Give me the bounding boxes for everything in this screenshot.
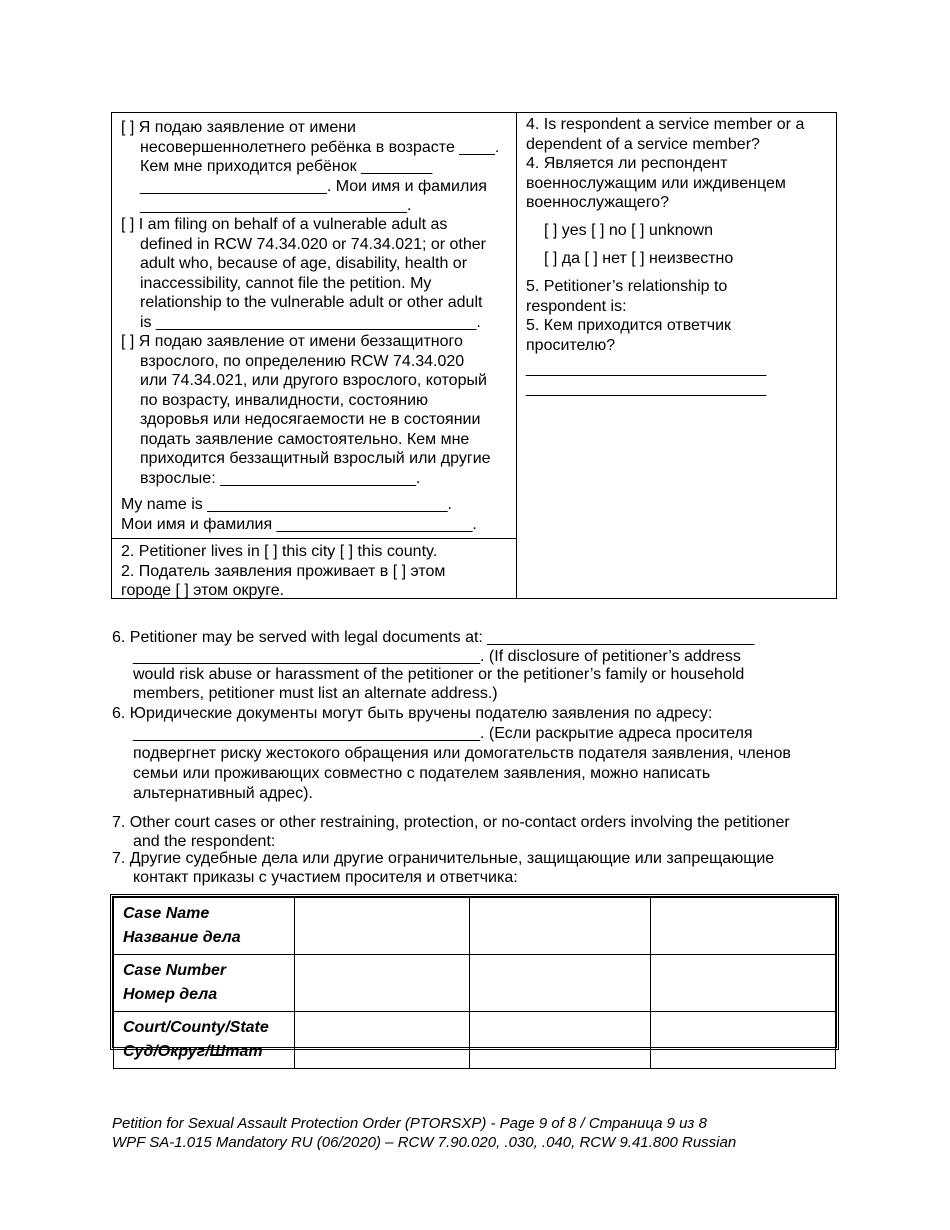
- case-number-cell[interactable]: [470, 955, 651, 1012]
- minor-option-line: Кем мне приходится ребёнок ________: [140, 158, 433, 175]
- vulnerable-adult-ru-line: [ ] Я подаю заявление от имени беззащитного: [121, 333, 463, 350]
- vulnerable-adult-en-line: adult who, because of age, disability, health or: [140, 255, 468, 272]
- section-7-en-line: 7. Other court cases or other restraining, protection, or no-contact orders involving the petitioner: [112, 814, 790, 831]
- vulnerable-adult-ru-line: взрослого, по определению RCW 74.34.020: [140, 352, 465, 370]
- court-cell[interactable]: [651, 1012, 836, 1069]
- vulnerable-adult-en-line: inaccessibility, cannot file the petition. My: [140, 274, 432, 292]
- my-name-block: [121, 495, 477, 534]
- residence-block: [121, 542, 445, 601]
- vulnerable-adult-option-en: [121, 215, 486, 332]
- section-6-ru-line: 6. Юридические документы могут быть вручены подателю заявления по адресу:: [112, 705, 713, 722]
- table-row: [114, 898, 836, 955]
- other-cases-table: [110, 894, 839, 1060]
- vulnerable-adult-en-line: relationship to the vulnerable adult or other adult: [140, 294, 483, 311]
- case-number-cell[interactable]: [651, 955, 836, 1012]
- question-4-options-ru: [544, 249, 733, 269]
- court-label: [114, 1012, 295, 1069]
- my-name-ru: Мои имя и фамилия ______________________.: [121, 515, 477, 533]
- minor-option-line: несовершеннолетнего ребёнка в возрасте ____.: [140, 138, 500, 156]
- table-row: [114, 955, 836, 1012]
- minor-option: [121, 118, 499, 216]
- vulnerable-adult-ru-line: приходится беззащитный взрослый или другие: [140, 450, 491, 467]
- question-4-line: военнослужащего?: [526, 194, 669, 211]
- minor-option-line: ______________________________.: [140, 197, 412, 214]
- section-6-en-line: 6. Petitioner may be served with legal documents at: ______________________________: [112, 629, 755, 646]
- relationship-blank-line: ___________________________: [526, 379, 767, 397]
- question-4-line: 4. Является ли респондент: [526, 155, 728, 172]
- section-6-ru-line: семьи или проживающих совместно с подателем заявления, можно написать: [133, 765, 711, 782]
- section-6-ru-line: _______________________________________. (Если раскрытие адреса просителя: [133, 725, 753, 742]
- question-5-blank-lines: [526, 359, 766, 398]
- question-4-line: 4. Is respondent a service member or a: [526, 116, 805, 133]
- question-4: [526, 115, 804, 213]
- section-7-ru-line: 7. Другие судебные дела или другие ограничительные, защищающие или запрещающие: [112, 850, 775, 867]
- question-5-line: respondent is:: [526, 297, 627, 315]
- relationship-blank-line: ___________________________: [526, 360, 767, 377]
- question-4-line: dependent of a service member?: [526, 135, 760, 153]
- case-name-label: [114, 898, 295, 955]
- residence-line: 2. Petitioner lives in [ ] this city [ ] this county.: [121, 543, 438, 560]
- case-number-label-ru: Номер дела: [123, 986, 218, 1003]
- case-name-label-en: Case Name: [123, 905, 210, 922]
- section-6-en-line: members, petitioner must list an alternate address.): [133, 684, 498, 702]
- vulnerable-adult-ru-line: по возрасту, инвалидности, состоянию: [140, 391, 429, 409]
- vulnerable-adult-ru-line: подать заявление самостоятельно. Кем мне: [140, 430, 470, 448]
- court-cell[interactable]: [470, 1012, 651, 1069]
- residence-line: 2. Податель заявления проживает в [ ] этом: [121, 562, 446, 580]
- section-6-ru-line: альтернативный адрес).: [133, 785, 313, 802]
- case-name-cell[interactable]: [295, 898, 470, 955]
- minor-option-line: _____________________. Мои имя и фамилия: [140, 177, 487, 195]
- section-6-ru-line: подвергнет риску жестокого обращения или домогательств подателя заявления, членов: [133, 745, 791, 762]
- question-5-line: просителю?: [526, 336, 616, 354]
- section-6-en-line: _______________________________________. (If disclosure of petitioner’s address: [133, 647, 741, 665]
- section-7-ru-line: контакт приказы с участием просителя и ответчика:: [133, 868, 518, 886]
- footer-form-code: WPF SA-1.015 Mandatory RU (06/2020) – RCW 7.90.020, .030, .040, RCW 9.41.800 Russian: [112, 1133, 737, 1151]
- section-6-ru: [112, 704, 791, 804]
- section-6-en-line: would risk abuse or harassment of the petitioner or the petitioner’s family or household: [133, 666, 745, 683]
- case-name-label-ru: Название дела: [123, 929, 241, 946]
- case-name-cell[interactable]: [470, 898, 651, 955]
- court-cell[interactable]: [295, 1012, 470, 1069]
- vulnerable-adult-ru-line: взрослые: ______________________.: [140, 469, 421, 487]
- row-divider: [112, 538, 517, 539]
- my-name-en: My name is ___________________________.: [121, 496, 452, 513]
- vulnerable-adult-option-ru: [121, 332, 491, 488]
- service-member-options-en: [ ] yes [ ] no [ ] unknown: [544, 222, 713, 239]
- vulnerable-adult-en-line: [ ] I am filing on behalf of a vulnerable adult as: [121, 216, 448, 233]
- page-footer: [112, 1115, 736, 1152]
- vulnerable-adult-ru-line: или 74.34.021, или другого взрослого, который: [140, 372, 487, 389]
- vulnerable-adult-en-line: is ____________________________________.: [140, 313, 481, 331]
- section-7-ru: [112, 850, 774, 887]
- minor-option-line: [ ] Я подаю заявление от имени: [121, 119, 356, 136]
- vulnerable-adult-en-line: defined in RCW 74.34.020 or 74.34.021; or other: [140, 235, 486, 253]
- section-7-en-line: and the respondent:: [133, 832, 276, 850]
- question-4-line: военнослужащим или иждивенцем: [526, 174, 786, 192]
- case-number-label: [114, 955, 295, 1012]
- case-number-cell[interactable]: [295, 955, 470, 1012]
- section-7-en: [112, 814, 790, 851]
- question-5-line: 5. Кем приходится ответчик: [526, 317, 732, 334]
- case-number-label-en: Case Number: [123, 962, 227, 979]
- section-6-en: [112, 629, 754, 703]
- service-member-options-ru: [ ] да [ ] нет [ ] неизвестно: [544, 250, 734, 267]
- question-5-line: 5. Petitioner’s relationship to: [526, 278, 728, 295]
- petition-info-box: [111, 112, 837, 599]
- table-row: [114, 1012, 836, 1069]
- footer-form-title: Petition for Sexual Assault Protection Order (PTORSXP) - Page 9 of 8 / Страница 9 из 8: [112, 1115, 707, 1132]
- residence-line: городе [ ] этом округе.: [121, 582, 285, 599]
- column-divider: [516, 113, 517, 598]
- question-4-options-en: [544, 221, 713, 241]
- court-label-en: Court/County/State: [123, 1019, 269, 1036]
- vulnerable-adult-ru-line: здоровья или недосягаемости не в состоянии: [140, 411, 481, 428]
- question-5: [526, 277, 731, 355]
- court-label-ru: Суд/Округ/Штат: [123, 1043, 263, 1060]
- case-name-cell[interactable]: [651, 898, 836, 955]
